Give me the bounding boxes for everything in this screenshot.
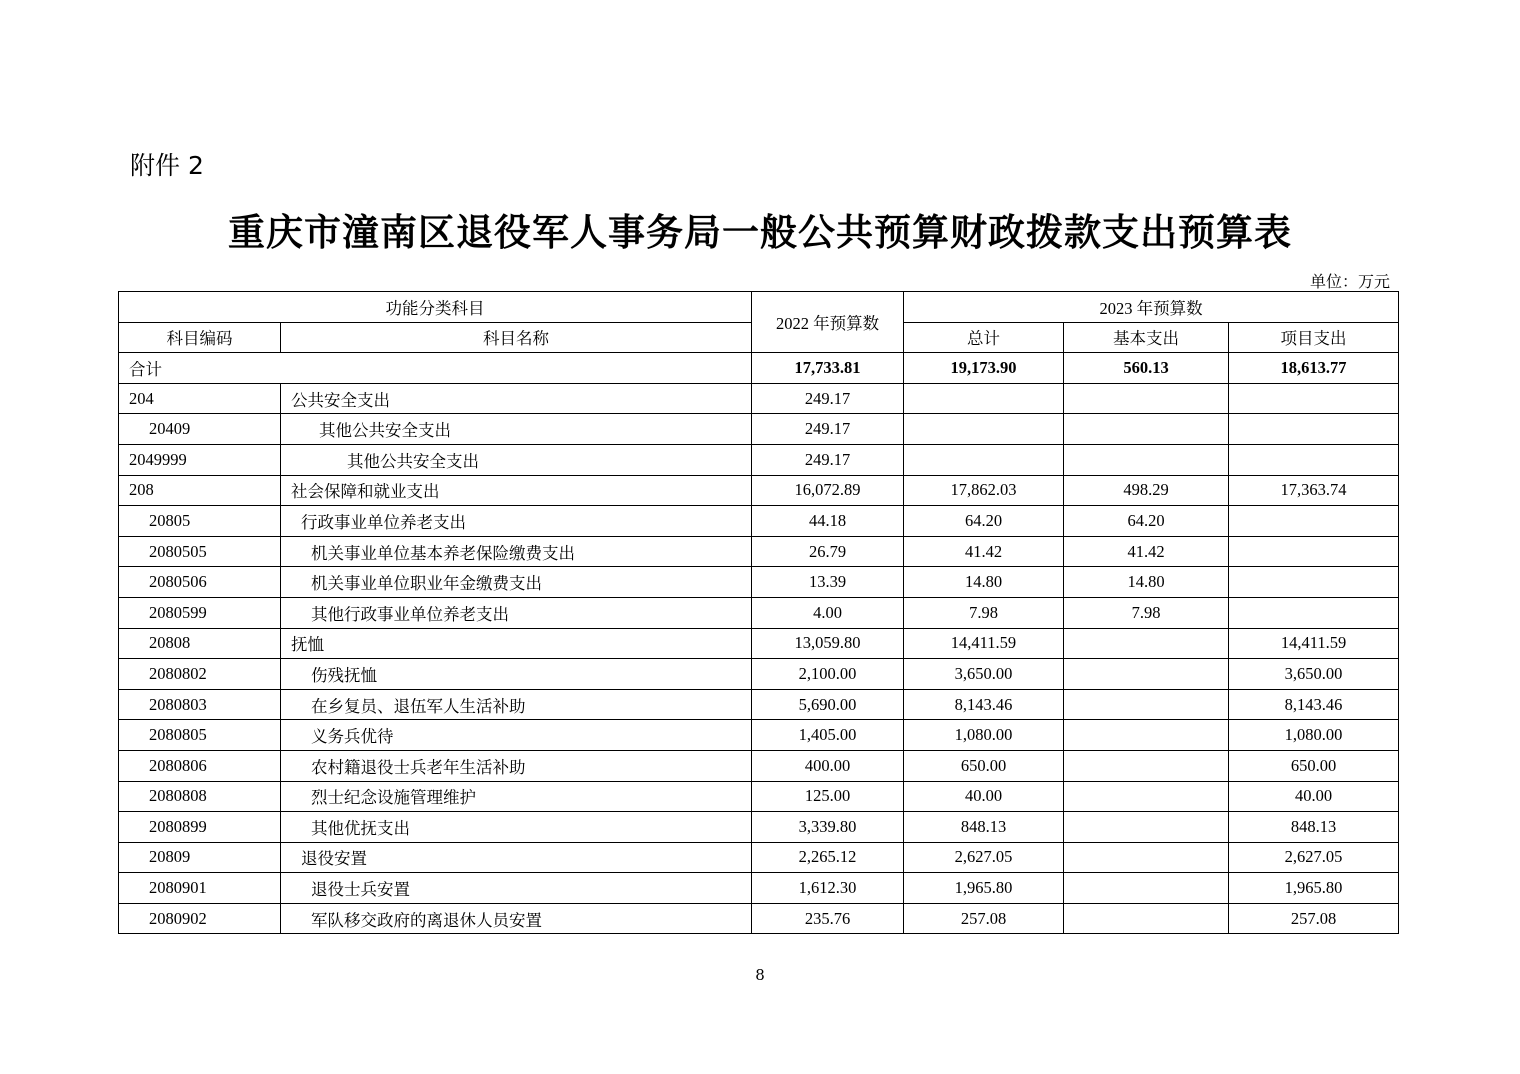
table-row [119, 628, 1399, 659]
row-budget-2022: 13.39 [752, 567, 904, 598]
row-code: 20805 [119, 506, 281, 537]
row-code: 2080802 [119, 659, 281, 690]
table-header [119, 292, 1399, 353]
row-project: 17,363.74 [1229, 475, 1399, 506]
table-row [119, 383, 1399, 414]
row-basic [1064, 720, 1229, 751]
row-project: 8,143.46 [1229, 689, 1399, 720]
row-basic [1064, 659, 1229, 690]
row-name: 退役安置 [281, 842, 752, 873]
row-project [1229, 383, 1399, 414]
row-total: 41.42 [904, 536, 1064, 567]
header-basic: 基本支出 [1064, 322, 1229, 353]
row-budget-2022: 2,100.00 [752, 659, 904, 690]
row-total [904, 414, 1064, 445]
table-row [119, 567, 1399, 598]
row-budget-2022: 400.00 [752, 750, 904, 781]
row-basic [1064, 628, 1229, 659]
row-budget-2022: 249.17 [752, 414, 904, 445]
row-total: 2,627.05 [904, 842, 1064, 873]
row-project: 257.08 [1229, 903, 1399, 934]
table-row [119, 597, 1399, 628]
row-name: 行政事业单位养老支出 [281, 506, 752, 537]
row-code: 2080901 [119, 873, 281, 904]
row-project: 1,965.80 [1229, 873, 1399, 904]
row-project [1229, 414, 1399, 445]
table-row [119, 536, 1399, 567]
table-row [119, 689, 1399, 720]
row-total: 40.00 [904, 781, 1064, 812]
row-budget-2022: 4.00 [752, 597, 904, 628]
total-project: 18,613.77 [1229, 353, 1399, 384]
row-budget-2022: 44.18 [752, 506, 904, 537]
row-code: 204 [119, 383, 281, 414]
row-project: 1,080.00 [1229, 720, 1399, 751]
row-project: 2,627.05 [1229, 842, 1399, 873]
row-total: 650.00 [904, 750, 1064, 781]
row-total: 257.08 [904, 903, 1064, 934]
header-code: 科目编码 [119, 322, 281, 353]
row-name: 机关事业单位职业年金缴费支出 [281, 567, 752, 598]
row-name: 烈士纪念设施管理维护 [281, 781, 752, 812]
total-b2022: 17,733.81 [752, 353, 904, 384]
row-budget-2022: 26.79 [752, 536, 904, 567]
header-budget-2022: 2022 年预算数 [752, 292, 904, 353]
row-total: 14.80 [904, 567, 1064, 598]
row-total: 17,862.03 [904, 475, 1064, 506]
row-basic [1064, 689, 1229, 720]
row-total: 64.20 [904, 506, 1064, 537]
row-budget-2022: 1,612.30 [752, 873, 904, 904]
row-total: 14,411.59 [904, 628, 1064, 659]
row-code: 2080899 [119, 812, 281, 843]
table-row [119, 659, 1399, 690]
row-name: 其他公共安全支出 [281, 444, 752, 475]
row-name: 其他公共安全支出 [281, 414, 752, 445]
row-code: 20409 [119, 414, 281, 445]
table-row [119, 444, 1399, 475]
row-project [1229, 567, 1399, 598]
row-total: 848.13 [904, 812, 1064, 843]
row-total: 1,080.00 [904, 720, 1064, 751]
row-name: 伤残抚恤 [281, 659, 752, 690]
row-project: 14,411.59 [1229, 628, 1399, 659]
row-basic [1064, 842, 1229, 873]
row-basic [1064, 903, 1229, 934]
row-total: 7.98 [904, 597, 1064, 628]
unit-label: 单位：万元 [1309, 272, 1390, 291]
row-project: 650.00 [1229, 750, 1399, 781]
row-budget-2022: 249.17 [752, 383, 904, 414]
row-total [904, 383, 1064, 414]
row-budget-2022: 5,690.00 [752, 689, 904, 720]
row-budget-2022: 1,405.00 [752, 720, 904, 751]
row-project: 3,650.00 [1229, 659, 1399, 690]
total-total: 19,173.90 [904, 353, 1064, 384]
row-budget-2022: 3,339.80 [752, 812, 904, 843]
row-code: 2080902 [119, 903, 281, 934]
table-row [119, 414, 1399, 445]
page-number: 8 [755, 966, 765, 984]
table-row [119, 873, 1399, 904]
row-code: 2080805 [119, 720, 281, 751]
budget-table [118, 291, 1399, 934]
row-basic [1064, 873, 1229, 904]
row-code: 20809 [119, 842, 281, 873]
row-total: 8,143.46 [904, 689, 1064, 720]
row-code: 2080599 [119, 597, 281, 628]
row-name: 公共安全支出 [281, 383, 752, 414]
row-total [904, 444, 1064, 475]
total-label: 合计 [119, 353, 752, 384]
header-project: 项目支出 [1229, 322, 1399, 353]
row-budget-2022: 16,072.89 [752, 475, 904, 506]
row-total: 3,650.00 [904, 659, 1064, 690]
header-budget-2023: 2023 年预算数 [904, 292, 1399, 323]
row-budget-2022: 13,059.80 [752, 628, 904, 659]
row-basic: 498.29 [1064, 475, 1229, 506]
row-name: 其他优抚支出 [281, 812, 752, 843]
attachment-label: 附件 2 [130, 151, 204, 180]
row-name: 义务兵优待 [281, 720, 752, 751]
row-name: 退役士兵安置 [281, 873, 752, 904]
row-budget-2022: 235.76 [752, 903, 904, 934]
row-name: 抚恤 [281, 628, 752, 659]
row-code: 2049999 [119, 444, 281, 475]
row-code: 2080505 [119, 536, 281, 567]
row-project [1229, 536, 1399, 567]
row-project [1229, 597, 1399, 628]
row-name: 其他行政事业单位养老支出 [281, 597, 752, 628]
row-name: 机关事业单位基本养老保险缴费支出 [281, 536, 752, 567]
row-basic: 14.80 [1064, 567, 1229, 598]
row-code: 2080803 [119, 689, 281, 720]
row-basic: 41.42 [1064, 536, 1229, 567]
row-basic [1064, 812, 1229, 843]
row-basic [1064, 444, 1229, 475]
row-name: 社会保障和就业支出 [281, 475, 752, 506]
row-code: 2080806 [119, 750, 281, 781]
header-category-group: 功能分类科目 [119, 292, 752, 323]
row-basic [1064, 383, 1229, 414]
total-basic: 560.13 [1064, 353, 1229, 384]
header-total: 总计 [904, 322, 1064, 353]
row-project [1229, 444, 1399, 475]
table-row [119, 842, 1399, 873]
row-basic [1064, 781, 1229, 812]
row-budget-2022: 125.00 [752, 781, 904, 812]
row-project: 848.13 [1229, 812, 1399, 843]
table-row [119, 720, 1399, 751]
row-name: 军队移交政府的离退休人员安置 [281, 903, 752, 934]
table-row [119, 475, 1399, 506]
table-body [119, 353, 1399, 934]
total-row [119, 353, 1399, 384]
table-row [119, 506, 1399, 537]
header-name: 科目名称 [281, 322, 752, 353]
row-code: 20808 [119, 628, 281, 659]
row-code: 2080506 [119, 567, 281, 598]
row-basic: 64.20 [1064, 506, 1229, 537]
table-row [119, 812, 1399, 843]
row-name: 在乡复员、退伍军人生活补助 [281, 689, 752, 720]
row-basic: 7.98 [1064, 597, 1229, 628]
page-title: 重庆市潼南区退役军人事务局一般公共预算财政拨款支出预算表 [228, 210, 1292, 254]
row-name: 农村籍退役士兵老年生活补助 [281, 750, 752, 781]
row-code: 208 [119, 475, 281, 506]
row-budget-2022: 2,265.12 [752, 842, 904, 873]
row-total: 1,965.80 [904, 873, 1064, 904]
row-code: 2080808 [119, 781, 281, 812]
row-basic [1064, 750, 1229, 781]
row-project: 40.00 [1229, 781, 1399, 812]
table-row [119, 750, 1399, 781]
table-row [119, 903, 1399, 934]
table-row [119, 781, 1399, 812]
row-basic [1064, 414, 1229, 445]
row-project [1229, 506, 1399, 537]
row-budget-2022: 249.17 [752, 444, 904, 475]
